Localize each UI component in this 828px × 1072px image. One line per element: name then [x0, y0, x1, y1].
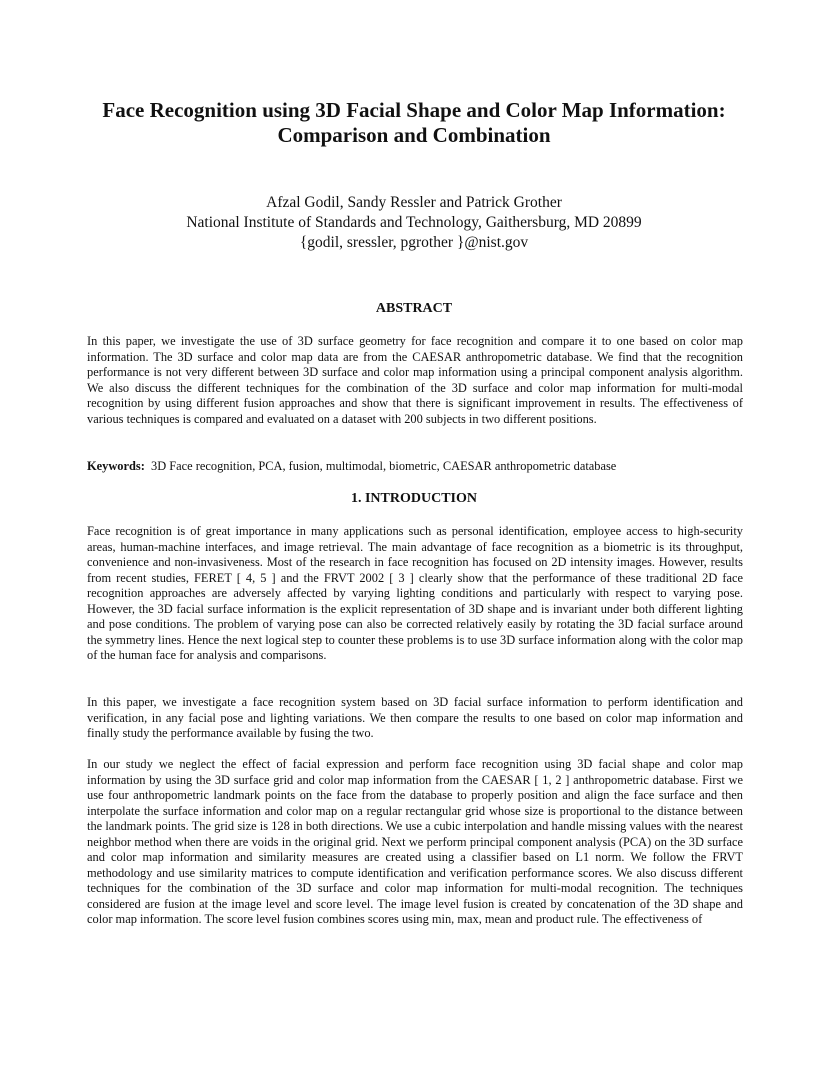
intro-paragraph-1: Face recognition is of great importance in many applications such as personal identification, employee access to high-security areas, human-machine interfaces, and image retrieval. The main advantage of face recognition as a biometric is its throughput, convenience and non-invasiveness. Most of the research in face recognition has focused on 2D intensity images. However, results from recent studies, FERET [ 4, 5 ] and the FRVT 2002 [ 3 ] clearly show that the performance of these traditional 2D face recognition approaches are adversely affected by varying lighting conditions and particularly with respect to varying pose. However, the 3D facial surface information is the explicit representation of 3D shape and is invariant under both different lighting and pose conditions. The problem of varying pose can also be corrected relatively easily by rotating the 3D facial surface around the symmetry lines. Hence the next logical step to counter these problems is to use 3D surface information along with the color map of the human face for analysis and comparisons. [87, 524, 743, 662]
author-names: Afzal Godil, Sandy Ressler and Patrick Grother [266, 194, 562, 211]
title-line-1: Face Recognition using 3D Facial Shape and Color Map Information: [102, 98, 726, 122]
keywords-line [87, 459, 743, 475]
keywords-text: 3D Face recognition, PCA, fusion, multimodal, biometric, CAESAR anthropometric database [151, 459, 617, 473]
introduction-heading: 1. INTRODUCTION [350, 491, 477, 506]
email-addresses: {godil, sressler, pgrother }@nist.gov [299, 234, 529, 251]
abstract-paragraph: In this paper, we investigate the use of 3D surface geometry for face recognition and compare it to one based on color map information. The 3D surface and color map data are from the CAESAR anthropometric database. We find that the recognition performance is not very different between 3D surface and color map information using a principal component analysis algorithm. We also discuss the different techniques for the combination of the 3D surface and color map information for multi-modal recognition by using different fusion approaches and show that there is significant improvement in results. The effectiveness of various techniques is compared and evaluated on a dataset with 200 subjects in two different positions. [87, 334, 743, 426]
author-block [40, 193, 788, 253]
affiliation: National Institute of Standards and Technology, Gaithersburg, MD 20899 [186, 214, 642, 231]
intro-paragraph-3: In our study we neglect the effect of facial expression and perform face recognition using 3D facial shape and color map information by using the 3D surface grid and color map information from the CAESAR [ 1, 2 ] anthropometric database. First we use four anthropometric landmark points on the face from the database to properly position and align the face surface and then interpolate the surface information and color map on a regular rectangular grid whose size is proportional to the distance between the landmark points. The grid size is 128 in both directions. We use a cubic interpolation and handle missing values with the nearest neighbor method when there are voids in the original grid. Next we perform principal component analysis (PCA) on the 3D surface and color map information and similarity measures are created using a classifier based on L1 norm. We follow the FRVT methodology and use similarity matrices to compute identification and verification performance scores. We also discuss different techniques for the combination of the 3D surface and color map information for multi-modal recognition. The techniques considered are fusion at the image level and score level. The image level fusion is created by concatenation of the 3D shape and color map information. The score level fusion combines scores using min, max, mean and product rule. The effectiveness of [87, 757, 743, 926]
intro-paragraph-2: In this paper, we investigate a face recognition system based on 3D facial surface information to perform identification and verification, in any facial pose and lighting variations. We then compare the results to one based on color map information and finally study the performance available by fusing the two. [87, 695, 743, 740]
paper-title [40, 98, 788, 148]
title-line-2: Comparison and Combination [277, 123, 551, 147]
keywords-label: Keywords: [87, 459, 145, 473]
abstract-heading: ABSTRACT [375, 301, 453, 316]
